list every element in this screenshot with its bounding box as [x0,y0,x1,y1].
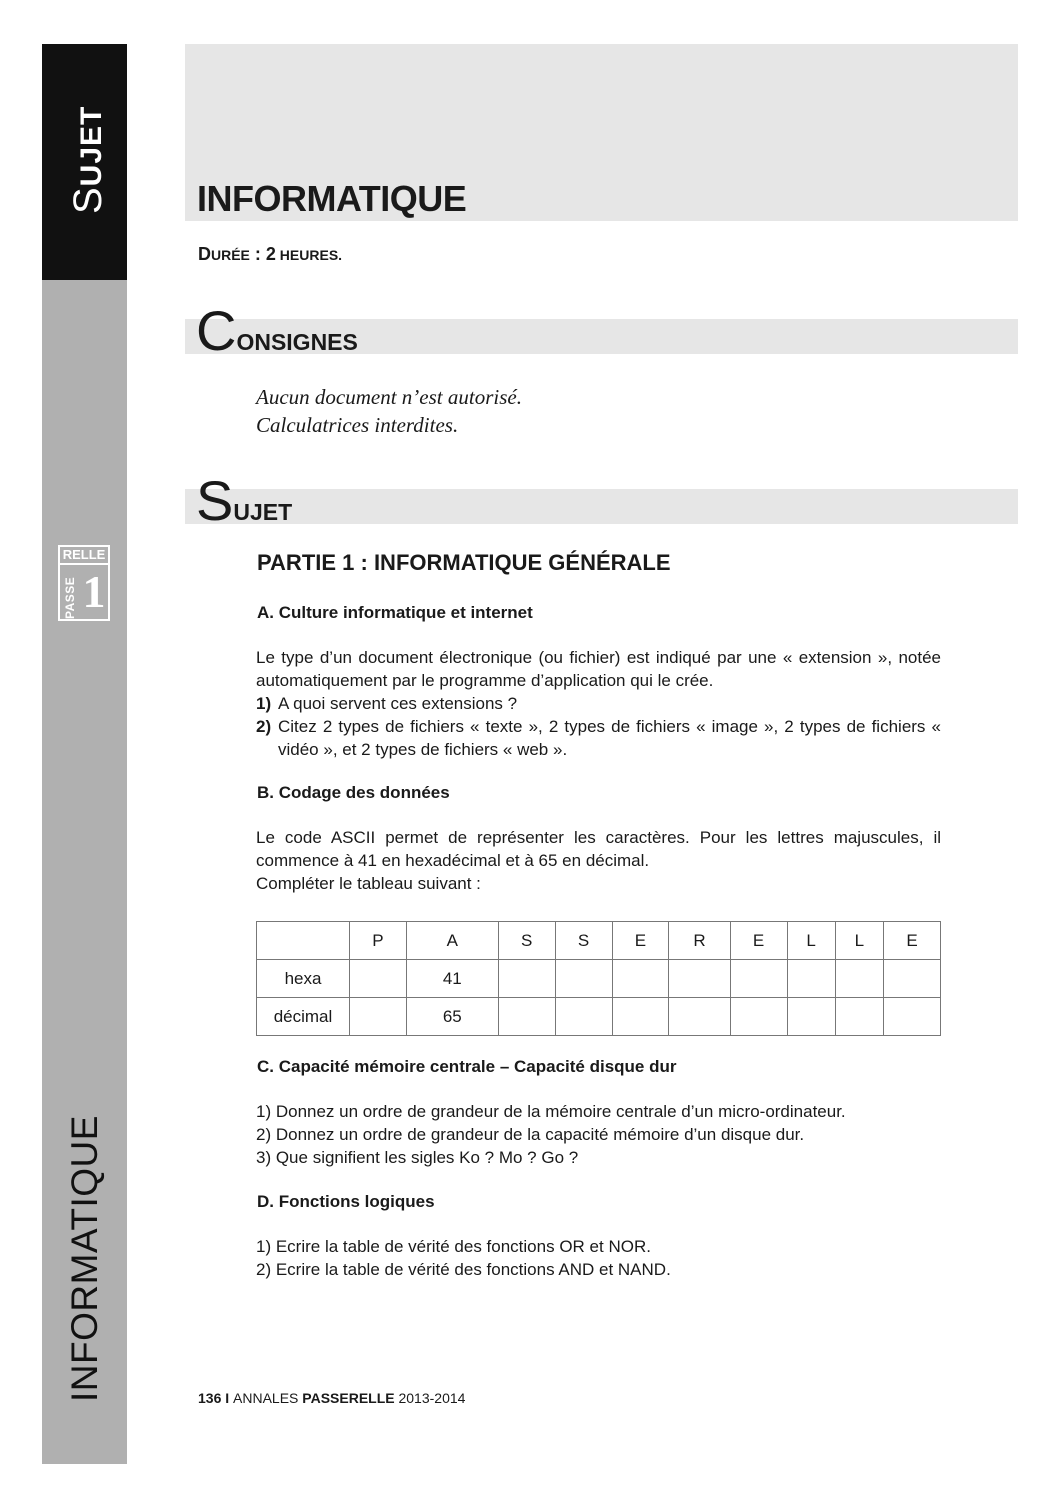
table-value-cell [350,998,407,1036]
table-value-cell [498,998,555,1036]
table-letter-cell: A [406,922,498,960]
section-b-body [256,826,941,895]
section-c-line: 3) Que signifient les sigles Ko ? Mo ? Go ? [256,1148,579,1167]
table-value-cell [612,998,669,1036]
section-d-heading: D. Fonctions logiques [257,1192,435,1211]
table-letter-cell: S [555,922,612,960]
question-item: 2) Citez 2 types de fichiers « texte », 2 types de fichiers « image », 2 types de fichiers « vidéo », et 2 types de fichiers « web ». [256,717,941,759]
section-a-heading: A. Culture informatique et internet [257,603,533,622]
consigne-line: Aucun document n’est autorisé. [256,385,522,409]
table-header-row [257,922,941,960]
table-letter-cell: P [350,922,407,960]
logo-top-text: RELLE [60,547,108,565]
section-c-line: 1) Donnez un ordre de grandeur de la mémoire centrale d’un micro-ordinateur. [256,1102,846,1121]
table-value-cell [884,960,941,998]
table-letter-cell: R [669,922,730,960]
table-value-cell [787,960,835,998]
table-letter-cell: E [730,922,787,960]
section-a-body [256,646,941,761]
table-value-cell [730,998,787,1036]
page-footer: 136 I ANNALES PASSERELLE 2013-2014 [198,1390,466,1406]
ascii-table [256,921,941,1036]
section-d-line: 2) Ecrire la table de vérité des fonctions AND et NAND. [256,1260,671,1279]
table-value-cell [612,960,669,998]
consignes-text [256,383,522,439]
section-d-body [256,1235,941,1281]
page-title: INFORMATIQUE [197,178,467,219]
table-corner-cell [257,922,350,960]
table-value-cell [669,960,730,998]
footer-brand: PASSERELLE [302,1390,395,1406]
table-letter-cell: L [787,922,835,960]
section-a-intro: Le type d’un document électronique (ou fichier) est indiqué par une « extension », notée automatiquement par le programme d’application qui le crée. [256,648,941,690]
table-letter-cell: S [498,922,555,960]
table-value-cell [350,960,407,998]
logo-number: 1 [82,566,106,617]
section-b-intro: Le code ASCII permet de représenter les caractères. Pour les lettres majuscules, il commence à 41 en hexadécimal et à 65 en décimal. [256,828,941,870]
section-c-body [256,1100,941,1169]
table-value-cell [835,960,883,998]
table-row [257,960,941,998]
consigne-line: Calculatrices interdites. [256,413,459,437]
table-value-cell: 41 [406,960,498,998]
table-value-cell [555,960,612,998]
question-item: 1) A quoi servent ces extensions ? [256,694,518,713]
table-letter-cell: E [612,922,669,960]
table-value-cell [787,998,835,1036]
passerelle-logo [58,545,110,621]
logo-side-text: PASSE [63,576,77,619]
table-value-cell [730,960,787,998]
page-number: 136 [198,1390,222,1406]
table-value-cell: 65 [406,998,498,1036]
section-c-heading: C. Capacité mémoire centrale – Capacité disque dur [257,1057,677,1076]
table-row-label: hexa [257,960,350,998]
sujet-title: SUJET [196,469,293,532]
table-row-label: décimal [257,998,350,1036]
sujet-band [185,489,1018,524]
section-d-line: 1) Ecrire la table de vérité des fonctions OR et NOR. [256,1237,651,1256]
table-value-cell [498,960,555,998]
partie-heading: PARTIE 1 : INFORMATIQUE GÉNÉRALE [257,550,671,575]
consignes-title: CONSIGNES [196,299,358,362]
table-value-cell [669,998,730,1036]
section-b-heading: B. Codage des données [257,783,450,802]
sidebar-sujet-label: SUJET [66,105,110,214]
section-c-line: 2) Donnez un ordre de grandeur de la capacité mémoire d’un disque dur. [256,1125,805,1144]
table-row [257,998,941,1036]
table-value-cell [884,998,941,1036]
duration: DURÉE : 2 HEURES. [198,244,343,264]
table-value-cell [555,998,612,1036]
section-b-instruction: Compléter le tableau suivant : [256,874,481,893]
sidebar-subject-label: INFORMATIQUE [64,1115,105,1402]
table-letter-cell: E [884,922,941,960]
table-letter-cell: L [835,922,883,960]
table-value-cell [835,998,883,1036]
